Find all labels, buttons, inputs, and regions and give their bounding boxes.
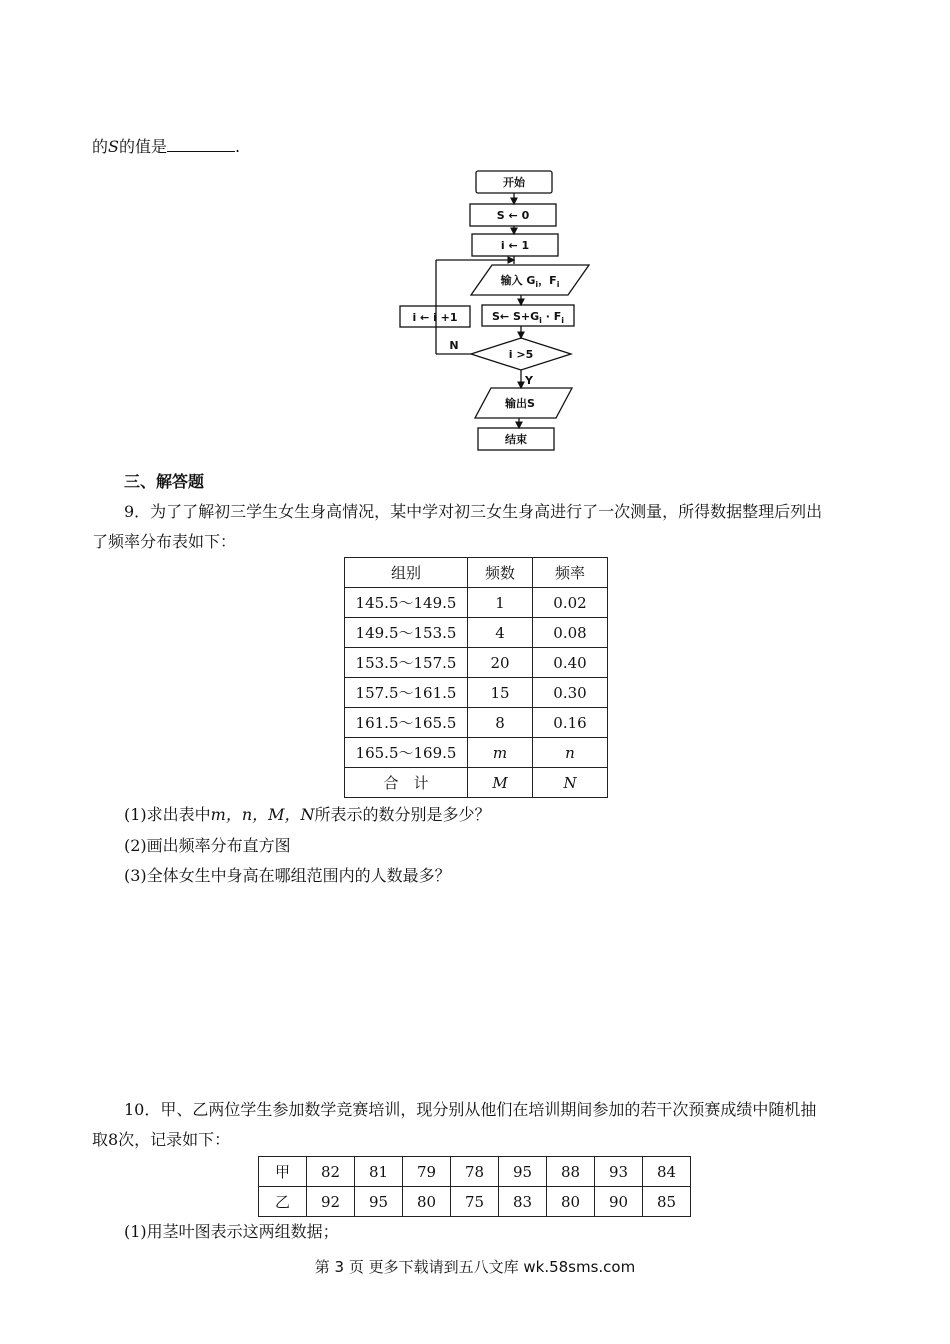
flowchart (396, 166, 596, 456)
table-cell: 4 (468, 618, 533, 648)
table-cell: 85 (643, 1187, 691, 1217)
table-cell: 0.30 (533, 678, 608, 708)
table-row (345, 618, 608, 648)
table-cell: 15 (468, 678, 533, 708)
table-cell: 20 (468, 648, 533, 678)
frequency-table (344, 557, 608, 798)
table-cell: 甲 (259, 1157, 307, 1187)
table-cell: 82 (307, 1157, 355, 1187)
table-cell: 92 (307, 1187, 355, 1217)
table-cell: 145.5～149.5 (345, 588, 468, 618)
scores-table (258, 1156, 691, 1217)
q9-sub1 (124, 805, 491, 825)
scores-row-yi (259, 1187, 691, 1217)
table-cell: 0.40 (533, 648, 608, 678)
table-cell: 95 (355, 1187, 403, 1217)
var-s: S (108, 137, 119, 156)
flow-no-label: N (449, 339, 459, 352)
table-cell: n (533, 738, 608, 768)
question-8-tail (92, 137, 240, 157)
table-cell: 84 (643, 1157, 691, 1187)
q9-line1: 9．为了了解初三学生女生身高情况，某中学对初三女生身高进行了一次测量，所得数据整理后列出 (124, 502, 823, 521)
flow-increment-label: i ← i +1 (412, 311, 458, 324)
section-heading: 三、解答题 (124, 472, 205, 491)
flow-end-label: 结束 (505, 433, 527, 446)
table-cell: 0.08 (533, 618, 608, 648)
text-suffix: 的值是 (118, 137, 167, 156)
flow-s-init-label: S ← 0 (496, 209, 530, 222)
table-row-total (345, 768, 608, 798)
flow-condition-label: i >5 (508, 348, 534, 361)
table-header-cell: 组别 (345, 558, 468, 588)
text-prefix: 的 (92, 137, 109, 156)
flow-update-label: S← $S+G_i \cdot F_i$ (492, 310, 564, 325)
flow-yes-label: Y (525, 374, 533, 387)
table-cell: 8 (468, 708, 533, 738)
page-footer: 第 3 页 更多下载请到五八文库 wk.58sms.com (314, 1258, 636, 1276)
table-cell: 80 (403, 1187, 451, 1217)
table-cell: 83 (499, 1187, 547, 1217)
table-cell: 95 (499, 1157, 547, 1187)
flow-output-label: 输出S (505, 397, 535, 410)
table-row (345, 588, 608, 618)
table-cell: 78 (451, 1157, 499, 1187)
table-cell: 165.5～169.5 (345, 738, 468, 768)
text-period: . (235, 137, 241, 156)
table-cell: 157.5～161.5 (345, 678, 468, 708)
table-cell: 乙 (259, 1187, 307, 1217)
table-cell: 1 (468, 588, 533, 618)
q9-line2: 了频率分布表如下： (92, 532, 237, 551)
table-cell: 合 计 (345, 768, 468, 798)
scores-row-jia (259, 1157, 691, 1187)
q9-sub1-text: (1)求出表中 (124, 805, 211, 824)
table-cell: 93 (595, 1157, 643, 1187)
table-header-cell: 频数 (468, 558, 533, 588)
table-cell: 90 (595, 1187, 643, 1217)
table-cell: 75 (451, 1187, 499, 1217)
table-cell: M (468, 768, 533, 798)
table-cell: 81 (355, 1157, 403, 1187)
flow-start-label: 开始 (503, 176, 525, 189)
table-cell: 80 (547, 1187, 595, 1217)
q9-sub1-tail: 所表示的数分别是多少？ (314, 805, 491, 824)
flow-i-init-label: i ← 1 (500, 239, 530, 252)
table-row (345, 708, 608, 738)
table-cell: N (533, 768, 608, 798)
q10-line2: 取8次，记录如下： (92, 1130, 231, 1149)
q9-sub3: (3)全体女生中身高在哪组范围内的人数最多？ (124, 866, 451, 885)
table-row (345, 738, 608, 768)
table-row (345, 648, 608, 678)
q9-sub1-vars: m，n，M，N (210, 805, 315, 824)
flow-input-label: 输入 $G_i$，$F_i$ (500, 274, 560, 289)
table-header-row (345, 558, 608, 588)
table-cell: 0.02 (533, 588, 608, 618)
answer-blank (167, 137, 235, 152)
table-cell: 0.16 (533, 708, 608, 738)
table-cell: 79 (403, 1157, 451, 1187)
table-cell: 161.5～165.5 (345, 708, 468, 738)
table-cell: 149.5～153.5 (345, 618, 468, 648)
table-header-cell: 频率 (533, 558, 608, 588)
table-row (345, 678, 608, 708)
q9-sub2: (2)画出频率分布直方图 (124, 836, 291, 855)
table-cell: m (468, 738, 533, 768)
q10-sub1: (1)用茎叶图表示这两组数据； (124, 1222, 339, 1241)
table-cell: 153.5～157.5 (345, 648, 468, 678)
table-cell: 88 (547, 1157, 595, 1187)
q10-line1: 10．甲、乙两位学生参加数学竞赛培训，现分别从他们在培训期间参加的若干次预赛成绩中随机抽 (124, 1100, 817, 1119)
